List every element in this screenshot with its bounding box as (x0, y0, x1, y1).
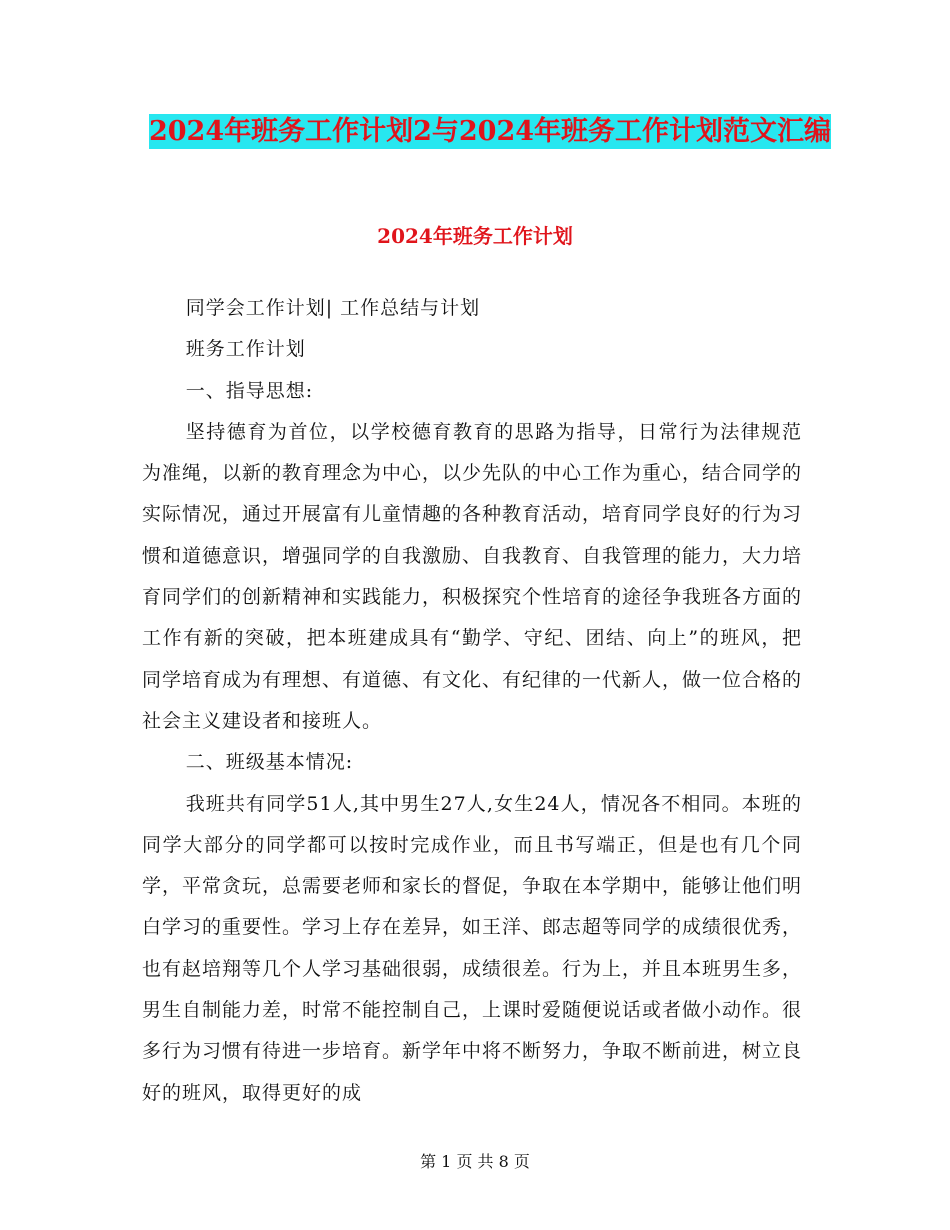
page-footer: 第 1 页 共 8 页 (420, 1152, 530, 1171)
document-body (142, 288, 802, 1114)
paragraph-plan-name: 班务工作计划 (185, 338, 306, 361)
section-title: 2024年班务工作计划 (377, 224, 573, 248)
paragraph-header-line: 同学会工作计划| 工作总结与计划 (185, 297, 481, 319)
document-title-text: 2024年班务工作计划2与2024年班务工作计划范文汇编 (148, 116, 832, 147)
paragraph-heading-guiding-ideology: 一、指导思想: (185, 379, 314, 402)
paragraph-class-situation: 我班共有同学51人,其中男生27人,女生24人，情况各不相同。本班的同学大部分的同学都可以按时完成作业，而且书写端正，但是也有几个同学，平常贪玩，总需要老师和家长的督促，争取在本学期中，能够让他们明白学习的重要性。学习上存在差异，如王洋、郎志超等同学的成绩很优秀，也有赵培翔等几个人学习基础很弱，成绩很差。行为上，并且本班男生多，男生自制能力差，时常不能控制自己，上课时爱随便说话或者做小动作。很多行为习惯有待进一步培育。新学年中将不断努力，争取不断前进，树立良好的班风，取得更好的成 (142, 792, 803, 1104)
paragraph-heading-class-situation: 二、班级基本情况: (185, 751, 354, 774)
paragraph-guiding-ideology: 坚持德育为首位，以学校德育教育的思路为指导，日常行为法律规范为准绳，以新的教育理念为中心，以少先队的中心工作为重心，结合同学的实际情况，通过开展富有儿童情趣的各种教育活动，培育同学良好的行为习惯和道德意识，增强同学的自我激励、自我教育、自我管理的能力，大力培育同学们的创新精神和实践能力，积极探究个性培育的途径争我班各方面的工作有新的突破，把本班建成具有“勤学、守纪、团结、向上”的班风，把同学培育成为有理想、有道德、有文化、有纪律的一代新人，做一位合格的社会主义建设者和接班人。 (142, 420, 803, 732)
document-title (140, 108, 840, 156)
